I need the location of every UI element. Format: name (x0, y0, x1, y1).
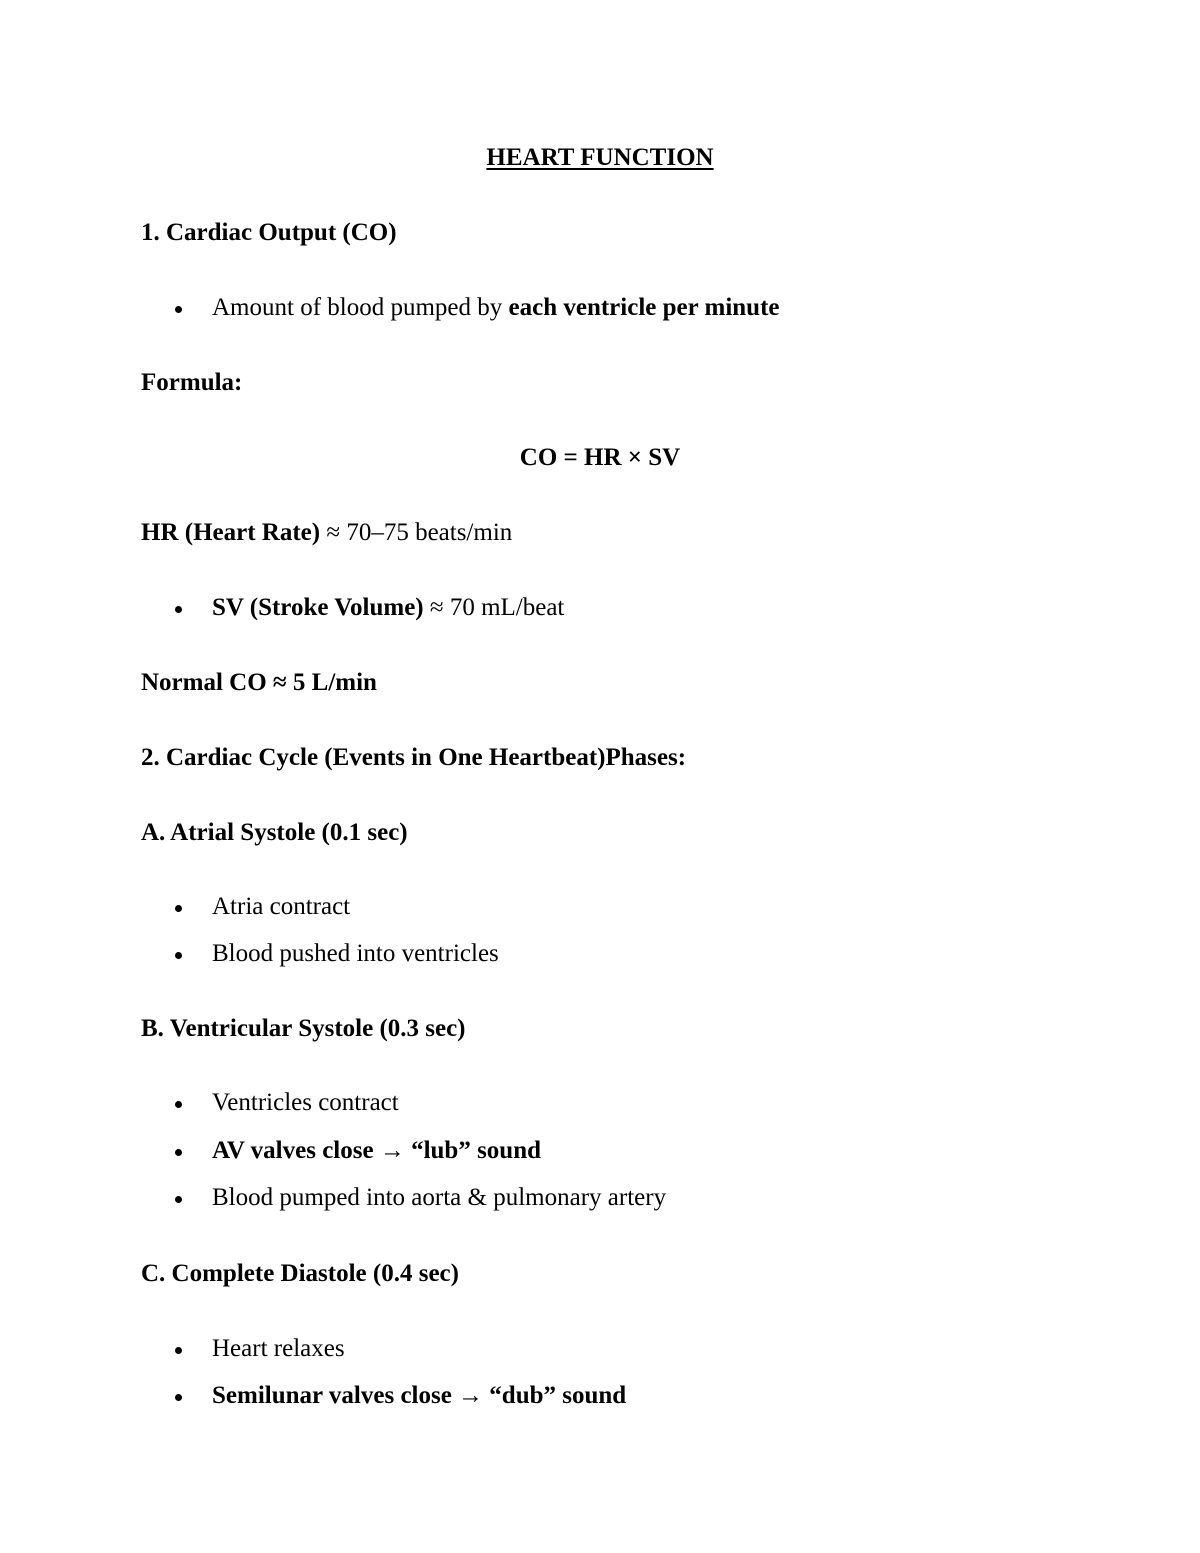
list-item: Blood pumped into aorta & pulmonary artery (212, 1184, 667, 1211)
heart-rate-label: HR (Heart Rate) (141, 519, 321, 546)
bullet-icon (175, 1196, 182, 1203)
heart-rate-line (141, 520, 512, 545)
section-1-heading: 1. Cardiac Output (CO) (141, 219, 397, 246)
phase-c-heading: C. Complete Diastole (0.4 sec) (141, 1260, 459, 1287)
list-item: AV valves close → “lub” sound (212, 1137, 542, 1164)
co-definition-emphasis: each ventricle per minute (508, 294, 780, 321)
co-definition-text: Amount of blood pumped by (212, 294, 509, 321)
bullet-icon (175, 1347, 182, 1354)
normal-co-line: Normal CO ≈ 5 L/min (141, 669, 377, 696)
stroke-volume-value: ≈ 70 mL/beat (423, 594, 565, 621)
stroke-volume-label: SV (Stroke Volume) (212, 594, 424, 621)
list-item: Blood pushed into ventricles (212, 940, 499, 967)
bullet-icon (175, 306, 182, 313)
list-item: Ventricles contract (212, 1089, 399, 1116)
list-item-co-definition (212, 295, 780, 320)
bullet-icon (175, 606, 182, 613)
formula-equation: CO = HR × SV (519, 444, 681, 471)
list-item-stroke-volume (212, 595, 564, 620)
bullet-icon (175, 952, 182, 959)
phase-a-heading: A. Atrial Systole (0.1 sec) (141, 819, 408, 846)
bullet-icon (175, 1394, 182, 1401)
heart-rate-value: ≈ 70–75 beats/min (320, 519, 513, 546)
formula-label: Formula: (141, 369, 243, 396)
page-title: HEART FUNCTION (486, 144, 714, 171)
section-2-heading: 2. Cardiac Cycle (Events in One Heartbeat)Phases: (141, 744, 687, 771)
phase-b-heading: B. Ventricular Systole (0.3 sec) (141, 1015, 466, 1042)
bullet-icon (175, 905, 182, 912)
bullet-icon (175, 1101, 182, 1108)
bullet-icon (175, 1149, 182, 1156)
list-item: Heart relaxes (212, 1335, 345, 1362)
list-item: Semilunar valves close → “dub” sound (212, 1382, 627, 1409)
list-item: Atria contract (212, 893, 351, 920)
